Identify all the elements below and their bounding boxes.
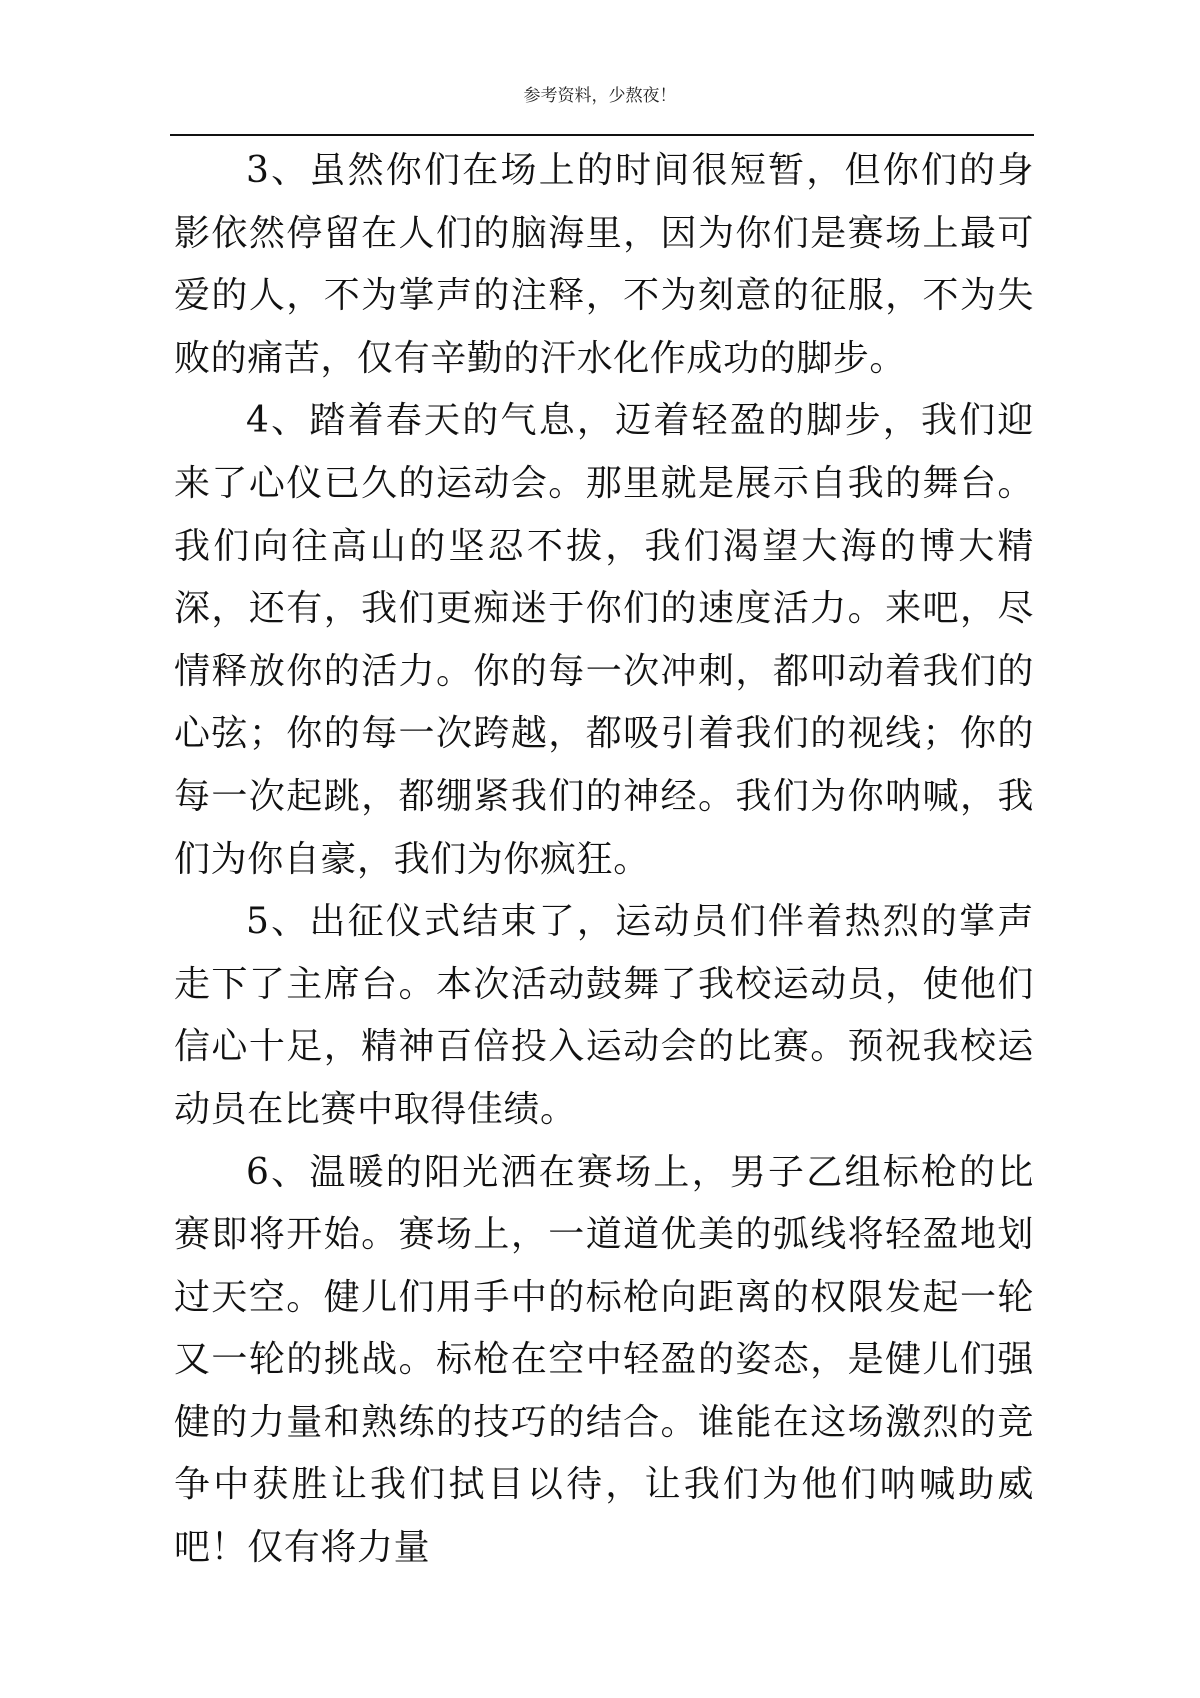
paragraph-4: 4、踏着春天的气息，迈着轻盈的脚步，我们迎来了心仪已久的运动会。那里就是展示自我的舞台。我们向往高山的坚忍不拔，我们渴望大海的博大精深，还有，我们更痴迷于你们的速度活力。来吧，尽情释放你的活力。你的每一次冲刺，都叩动着我们的心弦；你的每一次跨越，都吸引着我们的视线；你的每一次起跳，都绷紧我们的神经。我们为你呐喊，我们为你自豪，我们为你疯狂。 <box>174 400 1034 880</box>
paragraph-5: 5、出征仪式结束了，运动员们伴着热烈的掌声走下了主席台。本次活动鼓舞了我校运动员，使他们信心十足，精神百倍投入运动会的比赛。预祝我校运动员在比赛中取得佳绩。 <box>174 901 1034 1130</box>
header-divider <box>170 134 1034 136</box>
document-body <box>174 140 1034 1580</box>
page-header: 参考资料，少熬夜！ <box>523 86 677 106</box>
paragraph-6: 6、温暖的阳光洒在赛场上，男子乙组标枪的比赛即将开始。赛场上，一道道优美的弧线将轻盈地划过天空。健儿们用手中的标枪向距离的权限发起一轮又一轮的挑战。标枪在空中轻盈的姿态，是健儿们强健的力量和熟练的技巧的结合。谁能在这场激烈的竞争中获胜让我们拭目以待，让我们为他们呐喊助威吧！仅有将力量 <box>174 1151 1034 1569</box>
paragraph-3: 3、虽然你们在场上的时间很短暂，但你们的身影依然停留在人们的脑海里，因为你们是赛场上最可爱的人，不为掌声的注释，不为刻意的征服，不为失败的痛苦，仅有辛勤的汗水化作成功的脚步。 <box>174 150 1034 379</box>
